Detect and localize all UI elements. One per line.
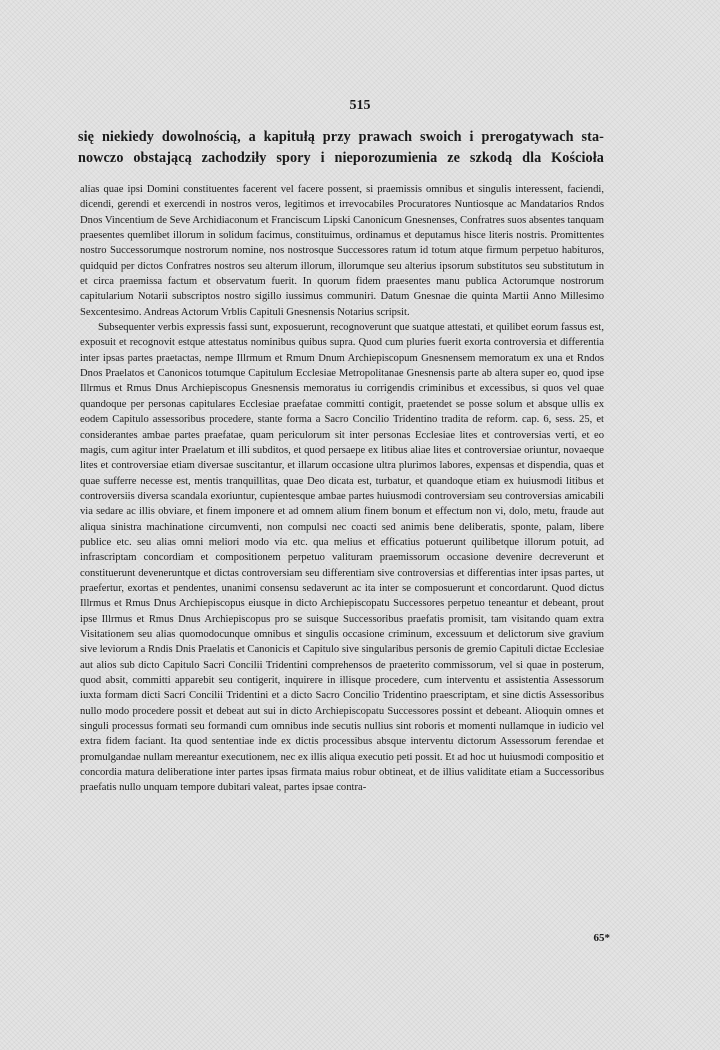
page-number: 515 [349, 98, 371, 113]
paragraph-1: alias quae ipsi Domini constituentes facerent vel facere possent, si praemissis omnibus et singulis interessent, faciendi, dicendi, gerendi et exercendi in nostros veros, legitimos et irrevocabiles Procuratores Nuntiosque ac Mandatarios Rndos Dnos Vincentium de Seve Archidiaconum et Franciscum Lipski Canonicum Gnesnenses, Confratres suos absentes tanquam praesentes quemlibet illorum in solidum facimus, constituimus, ordinamus et deputamus hisce literis nostris. Promittentes nostro Successorumque nostrorum nomine, nos nostrosque Successores ratum id totum atque firmum perpetuo habituros, quidquid per dictos Confratres nostros seu alterum illorum, illorumque seu alterius ipsorum substitutos seu substitutum in et circa praemissa factum et observatum fuerit. In quorum fidem praesentes manu publica Actorumque nostrorum capitularium Notarii subscriptos nostro sigillo iussimus communiri. Datum Gnesnae die quinta Martii Anno Millesimo Sexcentesimo. Andreas Actorum Vrblis Capituli Gnesnensis Notarius scripsit. [80, 184, 604, 318]
paragraph-2: Subsequenter verbis expressis fassi sunt, exposuerunt, recognoverunt que suatque attestati, et quilibet eorum fassus est, exposuit et recognovit estque attestatus nominibus quibus supra. Quod cum pluries fuerit exorta controversia et differentia inter ipsas partes praetactas, nempe Illrmum et Rmum Dnum Archiepiscopum Gnesnensem memoratum ex una et Rndos Dnos Praelatos et Canonicos totumque Capitulum Ecclesiae Metropolitanae Gnesnensis parte ab altera super eo, quod ipse Illrmus et Rmus Dnus Archiepiscopus Gnesnensis memoratus iu corrigendis criminibus et excessibus, si quos vel quae quandoque per personas capitulares Ecclesiae praefatae committi contigit, praetendet se posse solum et absque ullis ex eodem Capitulo assessoribus procedere, stante forma a Sacro Concilio Tridentino tradita de reform. cap. 6, sess. 25, et considerantes ambae partes praefatae, quam periculorum sit inter personas Ecclesiae lites et controversias verti, et eo magis, cum agitur inter Praelatum et illi subditos, et quod persaepe ex litibus aliae lites et controversiae oriuntur, novaeque lites et controversiae etiam diversae suscitantur, et illarum occasione ultra plurimos labores, expensas et dispendia, quas et quae sufferre necesse est, mentis tranquillitas, quae Deo dicata est, turbatur, et quandoque etiam ex huiusmodi litibus et controversiis diversa scandala exoriuntur, cupientesque ambae partes huiusmodi controversiam seu controversias amicabili via sedare ac illis obviare, et finem imponere et ad omnem alium finem bonum et effectum non vi, dolo, metu, fraude aut aliqua sinistra machinatione circumventi, non compulsi nec coacti sed animis bene deliberatis, sponte, palam, libere publice etc. seu alias omni meliori modo via etc. qua melius et efficatius potuerunt quilibetque illorum potuit, ad infrascriptam concordiam et compositionem perpetuo valituram praemissorum occasione devenire decreverunt et constituerunt deveneruntque et dictas controversiam seu differentiam sive controversias et differentias inter ipsas partes, ut praefertur, exortas et pendentes, unanimi consensu sedaverunt ac ita inter se composuerunt et concordarunt. Quod dictus Illrmus et Rmus Dnus Archiepiscopus eiusque in dicto Archiepiscopatu Successores perpetuo teneantur et debeant, prout ipse Illrmus et Rmus Dnus Archiepiscopus pro se suisque Successoribus praefatis promisit, tam visitando quam extra Visitationem seu alias quomodocunque omnibus et singulis occasione criminum, excessuum et delictorum sive gravium sive leviorum a Rndis Dnis Praelatis et Canonicis et Capitulo sive singularibus personis de gremio Capituli dictae Ecclesiae aut alios sub dicto Capitulo Sacri Concilii Tridentini comprehensos de praeterito commissorum, vel si quae in posterum, quod absit, committi apparebit seu contigerit, inquirere in illisque procedere, cum interventu et assistentia Assessorum iuxta formam dicti Sacri Concilii Tridentini et a dicto Sacro Concilio Tridentino praescriptam, et sine dictis Assessoribus nullo modo procedere possit et debeat aut sui in dicto Archiepiscopatu Successores possint et debeant. Alioquin omnes et singuli processus formati seu formandi cum omnibus inde secutis nullius sint roboris et momenti nullamque in iudicio vel extra fidem faciant. Ita quod sententiae inde ex dictis processibus absque interventu dictorum Assessorum ferendae et promulgandae nullam mereantur executionem, nec ex illis aliqua executio peti possit. Et ad hoc ut huiusmodi compositio et concordia matura deliberatione inter partes ipsas firmata maius robur obtineat, et de illius validitate etiam a Successoribus praefatis nullo unquam tempore dubitari valeat, partes ipsae contra- [80, 322, 604, 794]
polish-heading [78, 127, 604, 169]
heading-line-1: się niekiedy dowolnością, a kapitułą przy prawach swoich i prerogatywach sta- [78, 129, 604, 145]
signature-mark: 65* [593, 932, 610, 944]
heading-line-2: nowczo obstającą zachodziły spory i nieporozumienia ze szkodą dla Kościoła [78, 150, 604, 166]
latin-body [80, 182, 604, 796]
